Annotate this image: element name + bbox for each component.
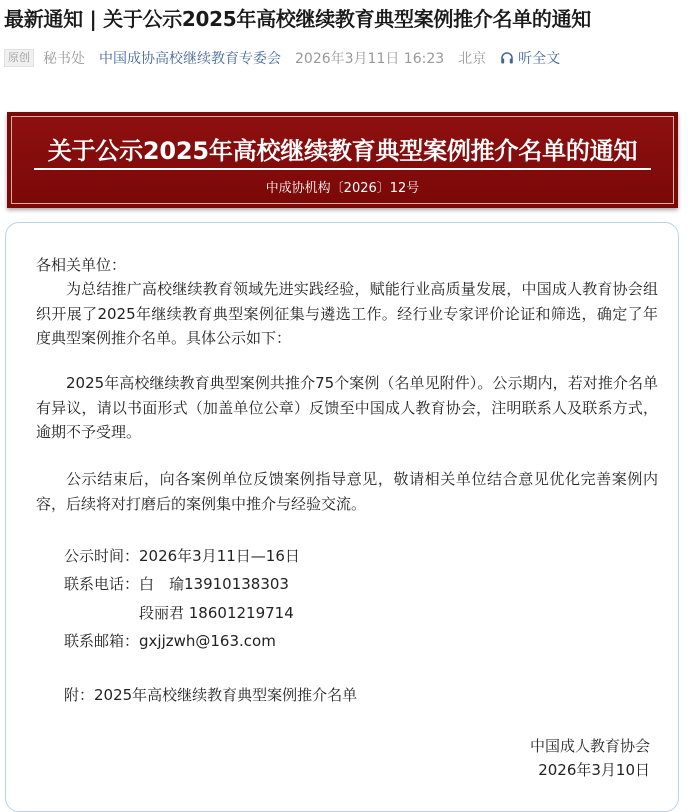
notice-banner: [7, 112, 678, 208]
paragraph-cases: 2025年高校继续教育典型案例共推介75个案例（名单见附件）。公示期内，若对推介名单有异议，请以书面形式（加盖单位公章）反馈至中国成人教育协会，注明联系人及联系方式，逾期不予受理。: [36, 374, 658, 441]
listen-button[interactable]: [500, 48, 560, 68]
salutation: 各相关单位：: [36, 256, 127, 274]
original-badge: 原创: [4, 49, 34, 67]
listen-label: 听全文: [518, 51, 561, 67]
publicity-period: 公示时间：2026年3月11日—16日: [64, 547, 300, 565]
headphones-icon: [500, 51, 514, 65]
publish-location: 北京: [458, 51, 487, 67]
banner-divider: [34, 168, 651, 170]
signature-organization: 中国成人教育协会: [529, 737, 650, 755]
paragraph-intro: 为总结推广高校继续教育领域先进实践经验，赋能行业高质量发展，中国成人教育协会组织开展了2025年继续教育典型案例征集与遴选工作。经行业专家评价论证和筛选，确定了年度典型案例推介名单。具体公示如下：: [36, 280, 658, 347]
signature-date: 2026年3月10日: [538, 761, 650, 779]
contact-email: 联系邮箱：gxjjzwh@163.com: [64, 632, 276, 650]
attachment-link[interactable]: 附：2025年高校继续教育典型案例推介名单: [64, 686, 358, 704]
article-meta: [4, 46, 560, 70]
contact-phone: 联系电话：白 瑜13910138303: [64, 575, 289, 593]
document-number: 中成协机构〔2026〕12号: [265, 181, 420, 196]
notice-content-card: [5, 222, 679, 812]
publish-datetime: 2026年3月11日 16:23: [295, 51, 445, 67]
author-department: 秘书处: [43, 51, 85, 67]
account-name-link[interactable]: 中国成协高校继续教育专委会: [99, 51, 281, 67]
banner-frame: [11, 116, 674, 204]
contact-phone-2: 段丽君 18601219714: [139, 604, 294, 622]
banner-title: 关于公示2025年高校继续教育典型案例推介名单的通知: [47, 137, 638, 165]
paragraph-followup: 公示结束后，向各案例单位反馈案例指导意见，敬请相关单位结合意见优化完善案例内容，后续将对打磨后的案例集中推介与经验交流。: [36, 470, 658, 513]
article-headline: 最新通知 | 关于公示2025年高校继续教育典型案例推介名单的通知: [4, 7, 591, 31]
